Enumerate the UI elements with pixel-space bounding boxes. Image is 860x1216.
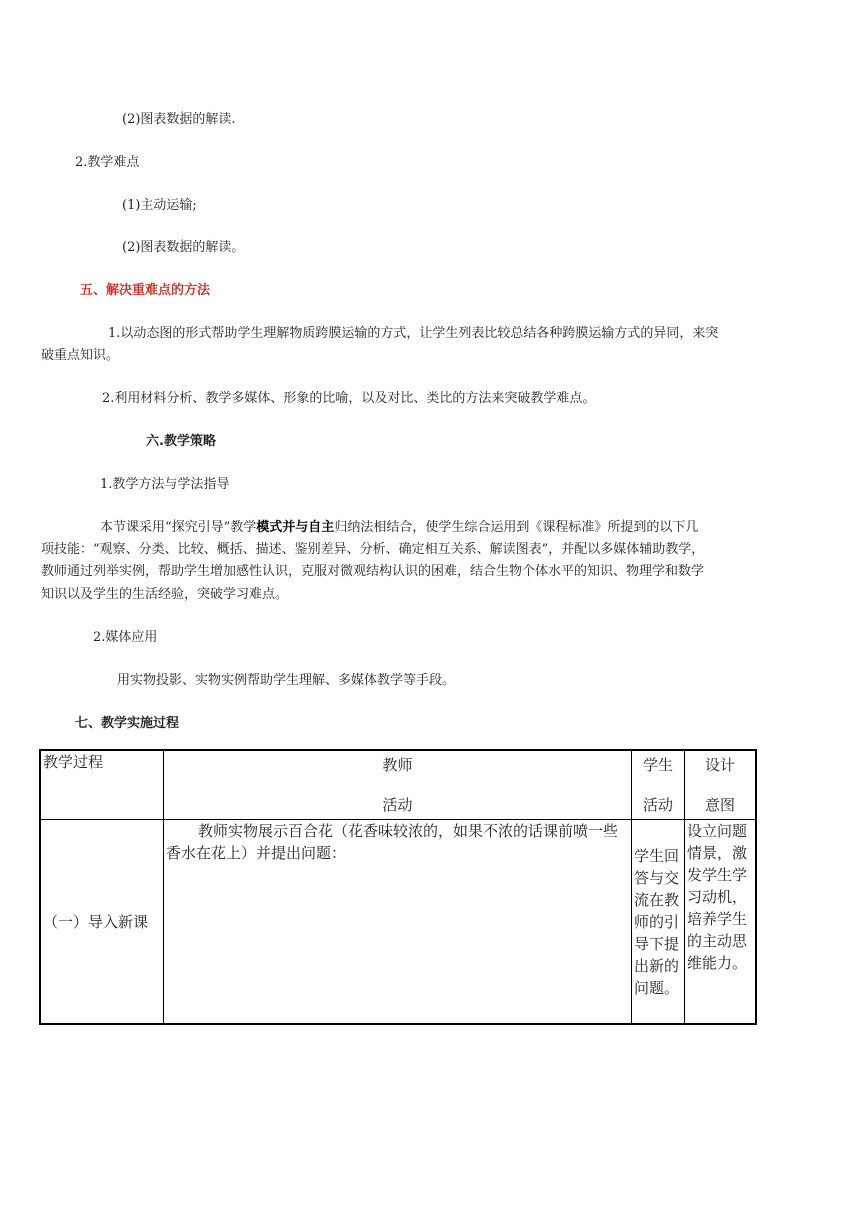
header-student-label-1: 学生 (642, 756, 673, 774)
cell-teacher-activity-text: 教师实物展示百合花（花香味较浓的，如果不浓的话课前喷一些香水在花上）并提出问题： (166, 822, 619, 862)
text-line-2: (1)主动运输; (122, 198, 197, 213)
strategy-paragraph-line-1 (100, 516, 698, 535)
method-item-2: 2.利用材料分析、教学多媒体、形象的比喻，以及对比、类比的方法来突破教学难点。 (102, 391, 596, 406)
header-design-intent (685, 750, 757, 820)
section-heading-7: 七、教学实施过程 (75, 716, 180, 731)
header-design-label-2: 意图 (704, 796, 735, 814)
cell-design-intent-text: 设立问题情景，激发学生学习动机，培养学生的主动思维能力。 (687, 822, 748, 972)
cell-teacher-activity (164, 820, 632, 1025)
strategy-subheading-1: 1.教学方法与学法指导 (100, 477, 230, 492)
cell-process-stage-text: （一）导入新课 (43, 912, 149, 931)
teaching-process-table (39, 749, 757, 1025)
text-line-3: (2)图表数据的解读。 (122, 240, 245, 255)
cell-student-activity-text: 学生回答与交流在教师的引导下提出新的问题。 (634, 846, 680, 997)
table-row (40, 820, 756, 1025)
strategy-text-a: 本节课采用“探究引导”教学 (100, 520, 257, 535)
strategy-paragraph-line-2: 项技能：“观察、分类、比较、概括、描述、鉴别差异、分析、确定相互关系、解读图表”，并配以多媒体辅助教学， (41, 542, 705, 557)
header-process-label: 教学过程 (43, 753, 104, 771)
cell-student-activity (632, 820, 685, 1025)
header-teacher-label-1: 教师 (382, 756, 413, 774)
strategy-paragraph-line-4: 知识以及学生的生活经验，突破学习难点。 (41, 587, 289, 602)
media-text: 用实物投影、实物实例帮助学生理解、多媒体教学等手段。 (117, 673, 456, 688)
header-process (40, 750, 164, 820)
header-student-label-2: 活动 (642, 796, 673, 814)
header-design-label-1: 设计 (704, 756, 735, 774)
cell-process-stage (40, 820, 164, 1025)
section-heading-6: 六.教学策略 (146, 434, 216, 449)
header-teacher-activity (164, 750, 632, 820)
method-item-1-line-1: 1.以动态图的形式帮助学生理解物质跨膜运输的方式，让学生列表比较总结各种跨膜运输方式的异同，来突 (108, 326, 719, 341)
table-header-row (40, 750, 756, 820)
section-heading-5: 五、解决重难点的方法 (80, 283, 211, 298)
text-line-1: (2)图表数据的解读. (122, 112, 236, 127)
header-teacher-label-2: 活动 (382, 796, 413, 814)
strategy-paragraph-line-3: 教师通过列举实例，帮助学生增加感性认识，克服对微观结构认识的困难，结合生物个体水平的知识、物理学和数学 (41, 564, 705, 579)
strategy-subheading-2: 2.媒体应用 (93, 630, 158, 645)
method-item-1-line-2: 破重点知识。 (41, 348, 120, 363)
cell-design-intent (685, 820, 757, 1025)
strategy-text-c: 归纳法相结合，使学生综合运用到《课程标准》所提到的以下几 (334, 520, 699, 535)
strategy-text-emphasis: 模式并与自主 (256, 520, 335, 535)
header-student-activity (632, 750, 685, 820)
heading-teaching-difficulty: 2.教学难点 (75, 155, 140, 170)
